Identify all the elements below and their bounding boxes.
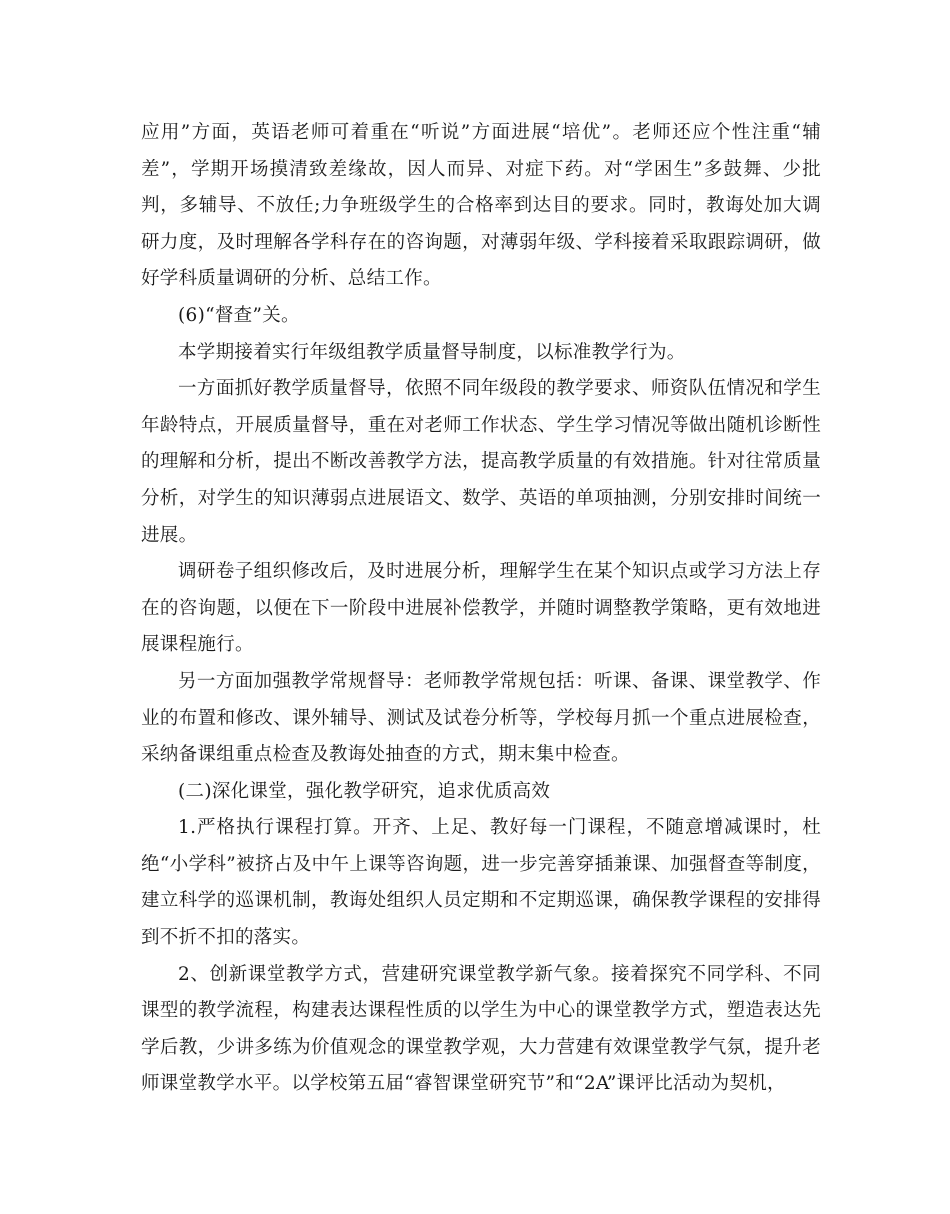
paragraph-6: 另一方面加强教学常规督导：老师教学常规包括：听课、备课、课堂教学、作业的布置和修改、课外辅导、测试及试卷分析等，学校每月抓一个重点进展检查，采纳备课组重点检查及教诲处抽查的方式，期末集中检查。 [141, 670, 821, 766]
paragraph-3: 本学期接着实行年级组教学质量督导制度，以标准教学行为。 [178, 341, 686, 363]
paragraph-9: 2、创新课堂教学方式，营建研究课堂教学新气象。接着探究不同学科、不同课型的教学流程，构建表达课程性质的以学生为中心的课堂教学方式，塑造表达先学后教，少讲多练为价值观念的课堂教学观，大力营建有效课堂教学气氛，提升老师课堂教学水平。以学校第五届“睿智课堂研究节”和“2A”课评比活动为契机， [141, 963, 821, 1095]
paragraph-1: 应用”方面，英语老师可着重在“听说”方面进展“培优”。老师还应个性注重“辅差”，学期开场摸清致差缘故，因人而异、对症下药。对“学困生”多鼓舞、少批判，多辅导、不放任;力争班级学生的合格率到达目的要求。同时，教诲处加大调研力度，及时理解各学科存在的咨询题，对薄弱年级、学科接着采取跟踪调研，做好学科质量调研的分析、总结工作。 [141, 122, 821, 290]
paragraph-8: 1.严格执行课程打算。开齐、上足、教好每一门课程，不随意增减课时，杜绝“小学科”被挤占及中午上课等咨询题，进一步完善穿插兼课、加强督查等制度，建立科学的巡课机制，教诲处组织人员定期和不定期巡课，确保教学课程的安排得到不折不扣的落实。 [141, 817, 821, 949]
document-body [141, 115, 821, 1103]
paragraph-7-section-heading: (二)深化课堂，强化教学研究，追求优质高效 [178, 780, 551, 802]
paragraph-2-heading-supervision: (6)“督查”关。 [178, 304, 300, 326]
paragraph-4: 一方面抓好教学质量督导，依照不同年级段的教学要求、师资队伍情况和学生年龄特点，开展质量督导，重在对老师工作状态、学生学习情况等做出随机诊断性的理解和分析，提出不断改善教学方法，提高教学质量的有效措施。针对往常质量分析，对学生的知识薄弱点进展语文、数学、英语的单项抽测，分别安排时间统一进展。 [141, 378, 821, 546]
paragraph-5: 调研卷子组织修改后，及时进展分析，理解学生在某个知识点或学习方法上存在的咨询题，以便在下一阶段中进展补偿教学，并随时调整教学策略，更有效地进展课程施行。 [141, 561, 821, 656]
